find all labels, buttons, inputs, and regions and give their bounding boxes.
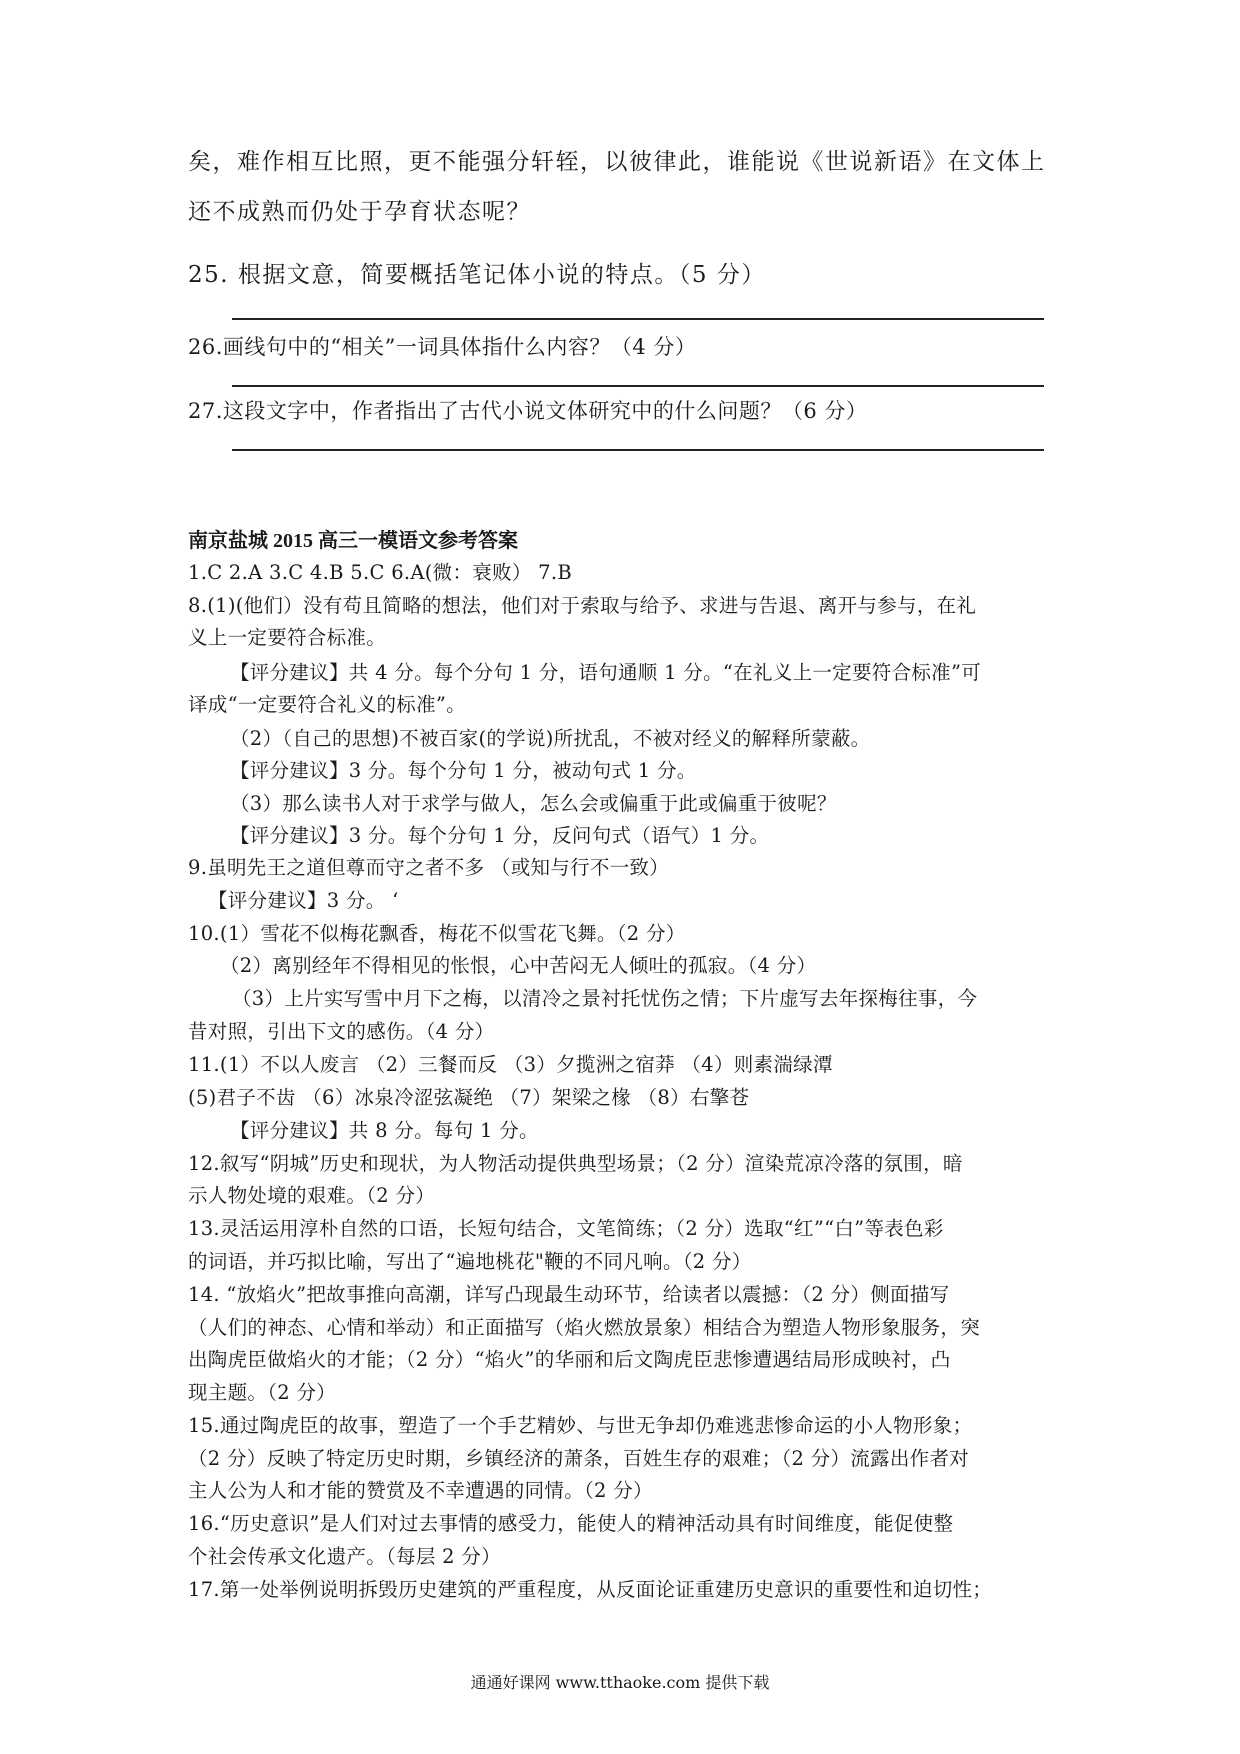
answer-line-text: （2 分）反映了特定历史时期，乡镇经济的萧条，百姓生存的艰难；（2 分）流露出作者对 <box>188 1447 970 1470</box>
page-footer: 通通好课网 www.tthaoke.com 提供下载 <box>470 1673 770 1692</box>
answer-line-text: 个社会传承文化遗产。（每层 2 分） <box>188 1545 501 1568</box>
answer-line <box>232 318 1044 320</box>
answer-line-text: 【评分建议】共 8 分。每句 1 分。 <box>230 1119 539 1142</box>
passage-line: 还不成熟而仍处于孕育状态呢？ <box>188 199 531 225</box>
question-27: 27.这段文字中，作者指出了古代小说文体研究中的什么问题？（6 分） <box>188 399 868 423</box>
answer-line-text: 现主题。（2 分） <box>188 1381 337 1404</box>
answer-line-text: （2）（自己的思想)不被百家(的学说)所扰乱，不被对经义的解释所蒙蔽。 <box>230 727 871 750</box>
question-25: 25. 根据文意，简要概括笔记体小说的特点。（5 分） <box>188 262 766 288</box>
passage-line: 矣，难作相互比照，更不能强分轩轾，以彼律此，谁能说《世说新语》在文体上 <box>188 149 1046 175</box>
answer-line-text: 【评分建议】3 分。每个分句 1 分，被动句式 1 分。 <box>230 759 697 782</box>
answer-line-text: 示人物处境的艰难。（2 分） <box>188 1184 436 1207</box>
answer-line-text: 【评分建议】共 4 分。每个分句 1 分，语句通顺 1 分。“在礼义上一定要符合标准”可 <box>230 661 982 684</box>
answer-line-text: 16.“历史意识”是人们对过去事情的感受力，能使人的精神活动具有时间维度，能促使整 <box>188 1512 954 1535</box>
answer-line-text: （人们的神态、心情和举动）和正面描写（焰火燃放景象）相结合为塑造人物形象服务，突 <box>188 1316 981 1339</box>
answer-line-text: 12.叙写“阴城”历史和现状，为人物活动提供典型场景；（2 分）渲染荒凉冷落的氛围，暗 <box>188 1152 963 1175</box>
answer-line-text: 主人公为人和才能的赞赏及不幸遭遇的同情。（2 分） <box>188 1479 653 1502</box>
answer-line-text: 8.(1)(他们）没有苟且简略的想法，他们对于索取与给予、求进与告退、离开与参与，在礼 <box>188 594 977 617</box>
answer-line-text: 出陶虎臣做焰火的才能；（2 分）“焰火”的华丽和后文陶虎臣悲惨遭遇结局形成映衬，凸 <box>188 1348 951 1371</box>
answer-line-text: 【评分建议】3 分。 ‘ <box>208 889 399 912</box>
answer-line-text: （3）上片实写雪中月下之梅，以清冷之景衬托忧伤之情；下片虚写去年探梅往事，今 <box>232 987 978 1010</box>
answer-line-text: 13.灵活运用淳朴自然的口语，长短句结合，文笔简练；（2 分）选取“红”“白”等表色彩 <box>188 1217 944 1240</box>
answer-line-text: 的词语，并巧拟比喻，写出了“遍地桃花"鞭的不同凡响。（2 分） <box>188 1250 752 1273</box>
answer-line-text: 17.第一处举例说明拆毁历史建筑的严重程度，从反面论证重建历史意识的重要性和迫切性； <box>188 1578 993 1601</box>
answer-line-text: 14. “放焰火”把故事推向高潮，详写凸现最生动环节，给读者以震撼：（2 分）侧面描写 <box>188 1283 950 1306</box>
answer-line-text: 15.通过陶虎臣的故事，塑造了一个手艺精妙、与世无争却仍难逃悲惨命运的小人物形象； <box>188 1414 973 1437</box>
answer-line-text: （2）离别经年不得相见的怅恨，心中苦闷无人倾吐的孤寂。（4 分） <box>220 954 817 977</box>
answer-line <box>232 449 1044 451</box>
answer-line-text: （3）那么读书人对于求学与做人，怎么会或偏重于此或偏重于彼呢？ <box>230 792 837 815</box>
answer-line-text: 9.虽明先王之道但尊而守之者不多 （或知与行不一致） <box>188 856 670 879</box>
question-26: 26.画线句中的“相关”一词具体指什么内容？（4 分） <box>188 335 697 359</box>
answers-title: 南京盐城 2015 高三一模语文参考答案 <box>188 530 518 552</box>
answer-line-text: 译成“一定要符合礼义的标准”。 <box>188 693 466 716</box>
answer-line-text: 义上一定要符合标准。 <box>188 626 387 649</box>
answer-line <box>232 385 1044 387</box>
answer-line-text: 昔对照，引出下文的感伤。（4 分） <box>188 1020 495 1043</box>
answer-line-text: 【评分建议】3 分。每个分句 1 分，反问句式（语气）1 分。 <box>230 824 770 847</box>
answer-line-text: 10.(1）雪花不似梅花飘香，梅花不似雪花飞舞。（2 分） <box>188 922 686 945</box>
answer-line-text: 1.C 2.A 3.C 4.B 5.C 6.A(微：衰败） 7.B <box>188 561 573 584</box>
answer-line-text: 11.(1）不以人废言 （2）三餐而反 （3）夕揽洲之宿莽 （4）则素湍绿潭 <box>188 1053 833 1076</box>
answer-line-text: (5)君子不齿 （6）冰泉冷涩弦凝绝 （7）架梁之椽 （8）右擎苍 <box>188 1086 750 1109</box>
